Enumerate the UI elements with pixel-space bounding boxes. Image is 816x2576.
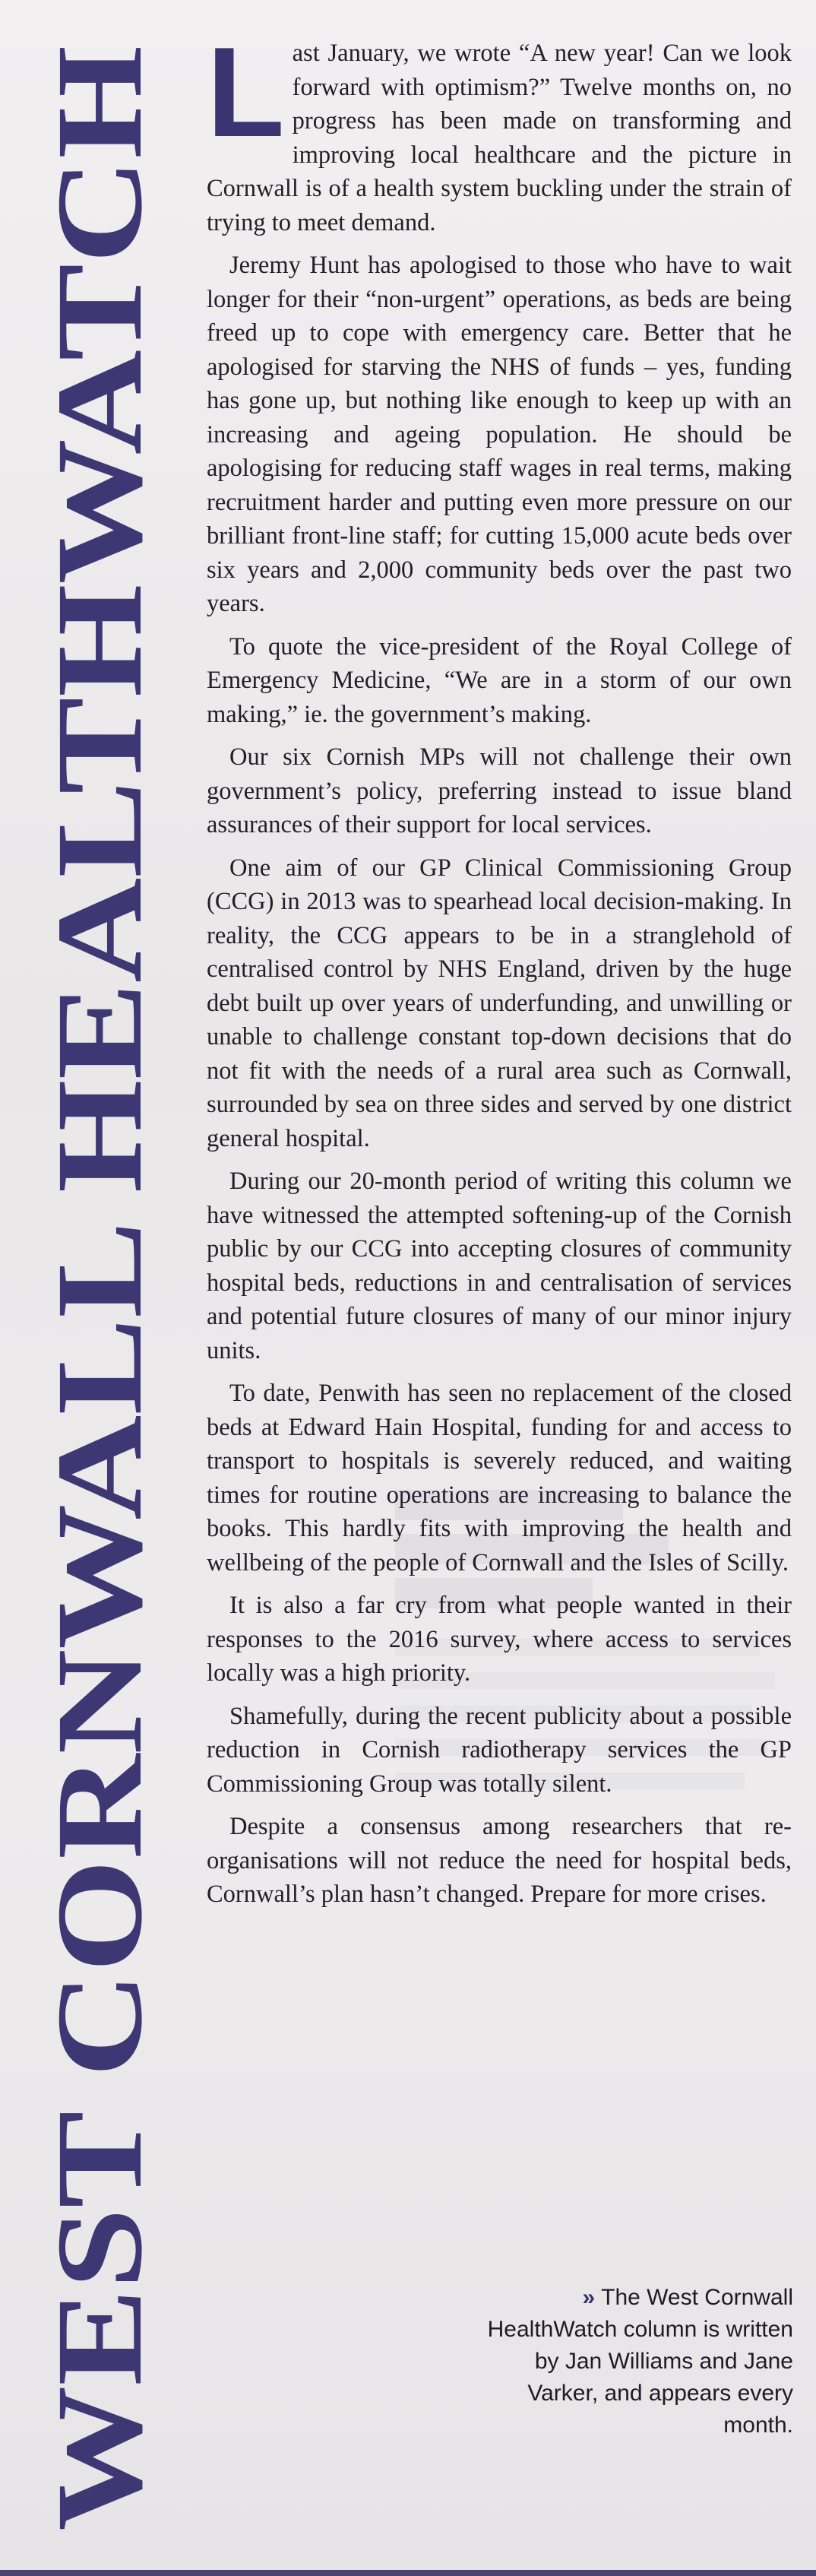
article-paragraph: Our six Cornish MPs will not challenge their own government’s policy, preferring instead to issue bland assurances of their support for local services. <box>207 743 792 838</box>
masthead-title: WEST CORNWALL HEALTHWATCH <box>32 426 168 2531</box>
article-body <box>207 21 792 1921</box>
double-chevron-icon: » <box>582 2285 596 2310</box>
author-note <box>474 2282 793 2441</box>
article-paragraph: It is also a far cry from what people wanted in their responses to the 2016 survey, where access to services locally was a high priority. <box>207 1592 792 1687</box>
drop-cap: L <box>207 21 285 163</box>
article-paragraph: Despite a consensus among researchers that re-organisations will not reduce the need for hospital beds, Cornwall’s plan hasn’t changed. Prepare for more crises. <box>207 1813 792 1908</box>
article-paragraph: To date, Penwith has seen no replacement of the closed beds at Edward Hain Hospital, funding for and access to transport to hospitals is severely reduced, and waiting times for routine operations are increasing to balance the books. This hardly fits with improving the health and wellbeing of the people of Cornwall and the Isles of Scilly. <box>207 1380 792 1576</box>
article-paragraph: During our 20-month period of writing this column we have witnessed the attempted softening-up of the Cornish public by our CCG into accepting closures of community hospital beds, reductions in and centralisation of services and potential future closures of many of our minor injury units. <box>207 1168 792 1364</box>
article-paragraph: Jeremy Hunt has apologised to those who have to wait longer for their “non-urgent” operations, as beds are being freed up to cope with emergency care. Better that he apologised for starving the NHS of funds – yes, funding has gone up, but nothing like enough to keep up with an increasing and ageing population. He should be apologising for reducing staff wages in real terms, making recruitment harder and putting even more pressure on our brilliant front-line staff; for cutting 15,000 acute beds over six years and 2,000 community beds over the past two years. <box>207 252 792 617</box>
article-paragraph: One aim of our GP Clinical Commissioning Group (CCG) in 2013 was to spearhead local decision-making. In reality, the CCG appears to be in a stranglehold of centralised control by NHS England, driven by the huge debt built up over years of underfunding, and unwilling or unable to challenge constant top-down decisions that do not fit with the needs of a rural area such as Cornwall, surrounded by sea on three sides and served by one district general hospital. <box>207 854 792 1152</box>
author-note-text: The West Cornwall HealthWatch column is written by Jan Williams and Jane Varker, and appears every month. <box>487 2285 793 2438</box>
article-paragraph: Shamefully, during the recent publicity about a possible reduction in Cornish radiotherapy services the GP Commissioning Group was totally silent. <box>207 1702 792 1798</box>
bottom-rule <box>0 2570 816 2576</box>
masthead-title-vertical <box>0 0 190 2576</box>
masthead <box>0 0 190 2576</box>
article-paragraph: To quote the vice-president of the Royal College of Emergency Medicine, “We are in a storm of our own making,” ie. the government’s making. <box>207 632 792 728</box>
article-paragraph: Last January, we wrote “A new year! Can we look forward with optimism?” Twelve months on, no progress has been made on transforming and improving local healthcare and the picture in Cornwall is of a health system buckling under the strain of trying to meet demand. <box>207 21 792 236</box>
